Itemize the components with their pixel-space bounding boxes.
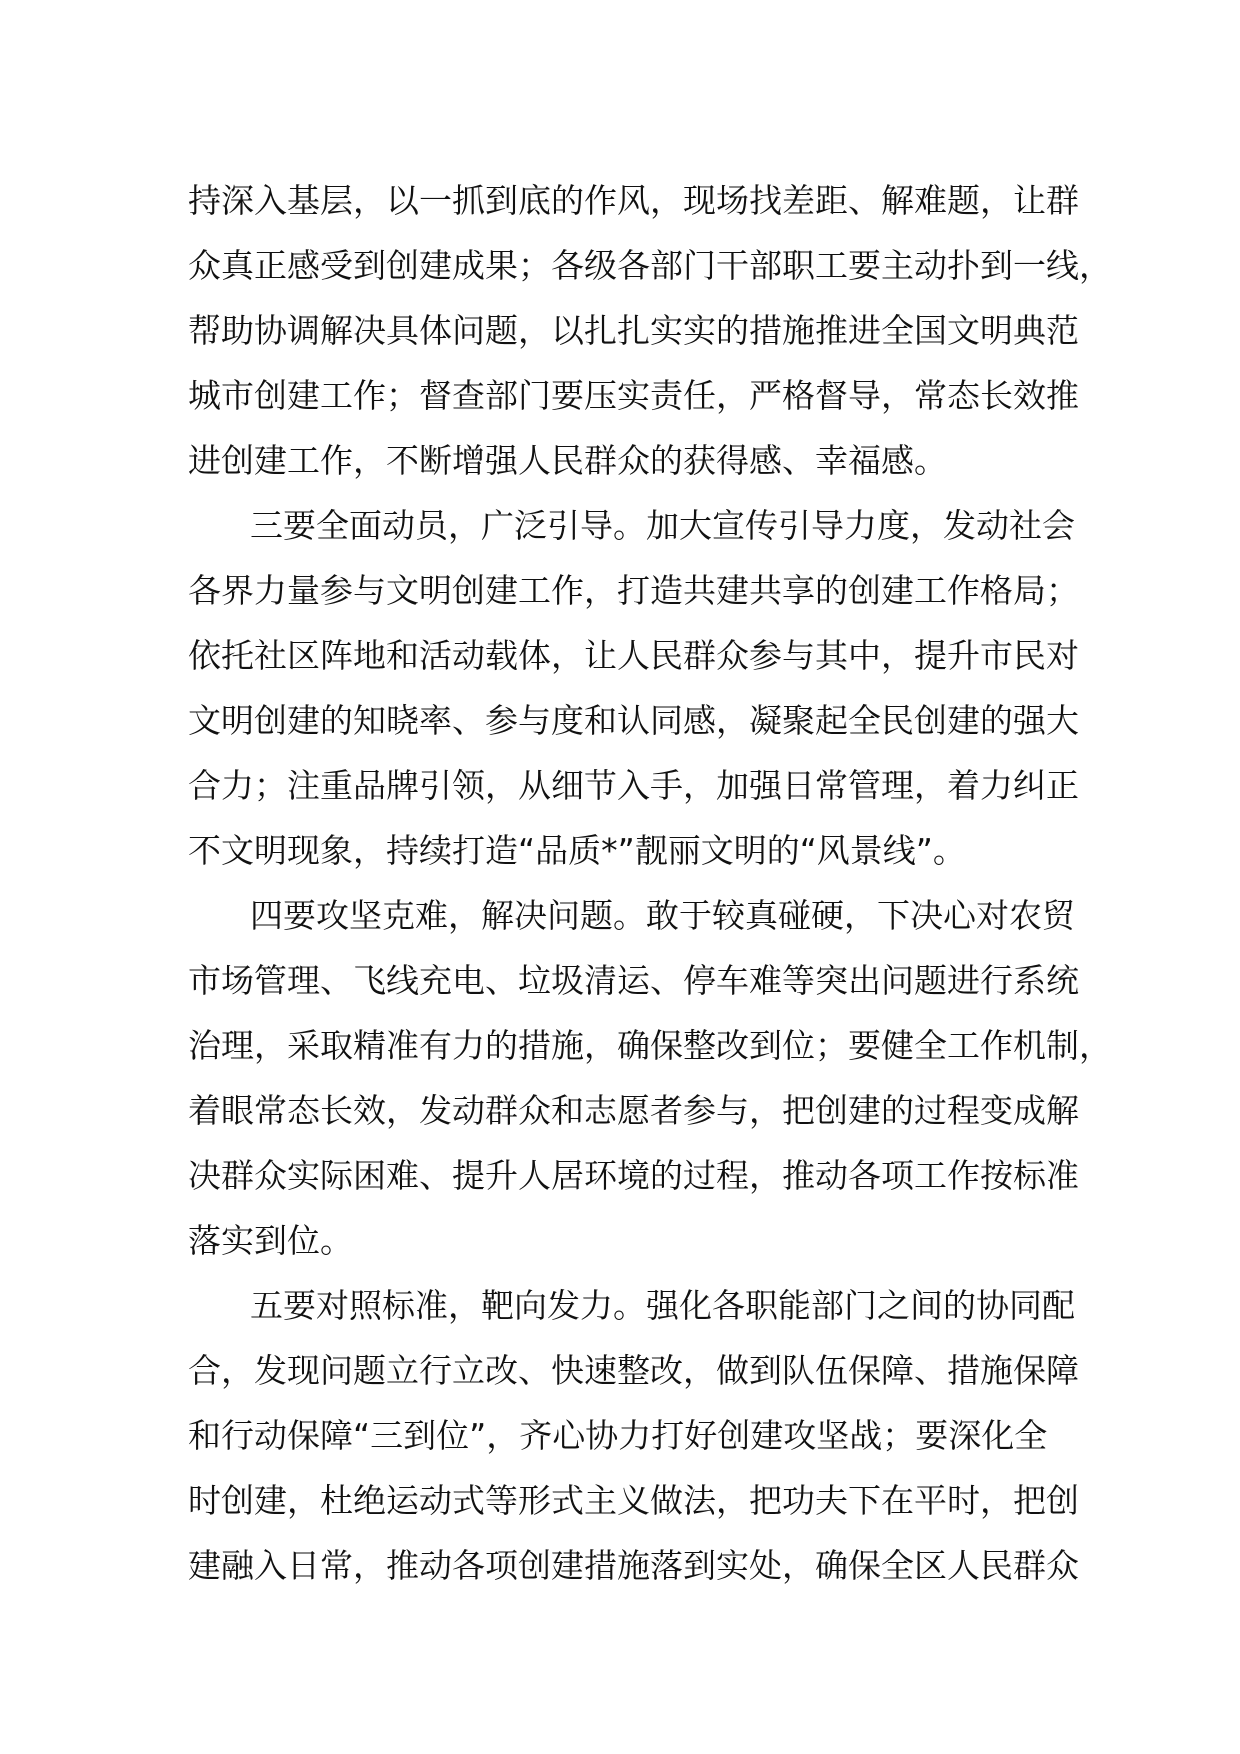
text-line: 持深入基层，以一抓到底的作风，现场找差距、解难题，让群 [188,181,1079,220]
text-line: 依托社区阵地和活动载体，让人民群众参与其中，提升市民对 [188,636,1079,675]
text-line: 帮助协调解决具体问题，以扎扎实实的措施推进全国文明典范 [188,311,1079,350]
text-line: 合力；注重品牌引领，从细节入手，加强日常管理，着力纠正 [188,766,1079,805]
text-line: 不文明现象，持续打造“品质*”靓丽文明的“风景线”。 [188,831,966,870]
text-line: 时创建，杜绝运动式等形式主义做法，把功夫下在平时，把创 [188,1481,1079,1520]
text-line: 着眼常态长效，发动群众和志愿者参与，把创建的过程变成解 [188,1091,1079,1130]
text-line: 市场管理、飞线充电、垃圾清运、停车难等突出问题进行系统 [188,961,1079,1000]
text-line: 文明创建的知晓率、参与度和认同感，凝聚起全民创建的强大 [188,701,1079,740]
text-line: 进创建工作，不断增强人民群众的获得感、幸福感。 [188,441,947,480]
document-body [188,168,1112,1598]
text-line: 落实到位。 [188,1221,353,1260]
text-line: 建融入日常，推动各项创建措施落到实处，确保全区人民群众 [188,1546,1079,1585]
text-line: 各界力量参与文明创建工作，打造共建共享的创建工作格局； [188,571,1079,610]
text-line: 和行动保障“三到位”，齐心协力打好创建攻坚战；要深化全 [188,1416,1048,1455]
paragraph-first-line: 三要全面动员，广泛引导。加大宣传引导力度，发动社会 [250,506,1075,545]
text-line: 治理，采取精准有力的措施，确保整改到位；要健全工作机制， [188,1026,1112,1065]
paragraph-first-line: 四要攻坚克难，解决问题。敢于较真碰硬，下决心对农贸 [250,896,1075,935]
paragraph-first-line: 五要对照标准，靶向发力。强化各职能部门之间的协同配 [250,1286,1075,1325]
text-line: 众真正感受到创建成果；各级各部门干部职工要主动扑到一线， [188,246,1112,285]
text-line: 合，发现问题立行立改、快速整改，做到队伍保障、措施保障 [188,1351,1079,1390]
text-line: 决群众实际困难、提升人居环境的过程，推动各项工作按标准 [188,1156,1079,1195]
text-line: 城市创建工作；督查部门要压实责任，严格督导，常态长效推 [188,376,1079,415]
